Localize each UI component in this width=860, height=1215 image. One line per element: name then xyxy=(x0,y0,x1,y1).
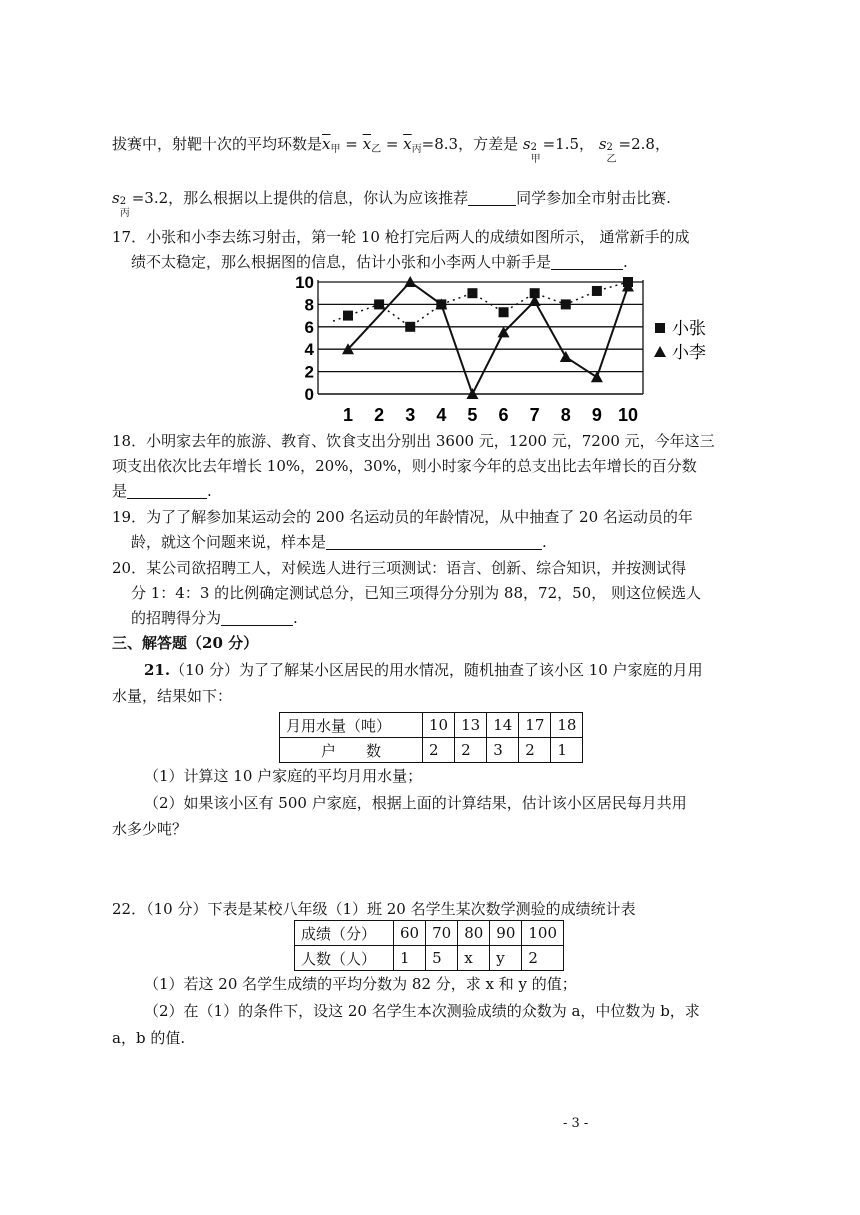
answer-blank-18[interactable] xyxy=(127,482,207,499)
sub-yi: 乙 xyxy=(371,144,382,155)
s-yi-val: =2.8 xyxy=(618,135,655,153)
table-row xyxy=(295,946,564,971)
table-cell: 18 xyxy=(551,713,583,738)
section-3-title: 三、解答题（20 分） xyxy=(112,634,259,652)
table-cell: 17 xyxy=(519,713,551,738)
table-row xyxy=(280,713,583,738)
data-point-xiaoli xyxy=(591,371,603,382)
x-tick-label: 5 xyxy=(467,405,478,425)
sub-s-jia: 甲 xyxy=(530,154,541,165)
q20-end: . xyxy=(293,609,298,627)
q21-part2-line1: （2）如果该小区有 500 户家庭，根据上面的计算结果，估计该小区居民每月共用 xyxy=(144,794,687,812)
comma-1: ， xyxy=(579,135,595,153)
table-cell: 2 xyxy=(455,738,487,763)
comma-2: ， xyxy=(654,135,670,153)
x-tick-label: 1 xyxy=(342,405,354,425)
table-cell: 5 xyxy=(426,946,458,971)
x-tick-label: 6 xyxy=(498,405,509,425)
var-s-yi: s xyxy=(598,135,607,153)
legend-label-xiaoli: 小李 xyxy=(672,343,706,363)
table-cell: 80 xyxy=(458,921,490,946)
legend-marker-xiaoli xyxy=(654,346,666,357)
legend-marker-xiaozhang xyxy=(655,323,665,333)
shooting-scores-chart xyxy=(295,273,718,425)
q19-line1: 19．为了了解参加某运动会的 200 名运动员的年龄情况，从中抽查了 20 名运动员的年 xyxy=(112,508,693,526)
x-tick-label: 3 xyxy=(405,405,416,425)
data-point-xiaozhang xyxy=(592,286,602,296)
q20-text3: 的招聘得分为 xyxy=(131,609,222,627)
q22-part2-line2: a，b 的值. xyxy=(112,1029,186,1047)
table-cell: 13 xyxy=(455,713,487,738)
var-x-bing: $\overline{x}$ xyxy=(403,135,412,153)
y-tick-label: 0 xyxy=(304,385,314,404)
q22-part1: （1）若这 20 名学生成绩的平均分数为 82 分，求 x 和 y 的值； xyxy=(144,975,577,993)
y-tick-label: 10 xyxy=(295,273,314,292)
data-point-xiaozhang xyxy=(374,299,384,309)
q17-line1: 17．小张和小李去练习射击，第一轮 10 枪打完后两人的成绩如图所示， 通常新手的成 xyxy=(112,228,690,246)
x-tick-label: 9 xyxy=(591,405,602,425)
table-cell: 成绩（分） xyxy=(295,921,394,946)
q16-text1: 拔赛中，射靶十次的平均环数是 xyxy=(112,135,323,153)
table-row xyxy=(280,738,583,763)
table-cell: 100 xyxy=(522,921,564,946)
table-cell: 2 xyxy=(522,946,564,971)
eq-mean: =8.3 xyxy=(421,135,459,153)
q18-line3 xyxy=(112,480,212,502)
sub-jia: 甲 xyxy=(330,144,341,155)
q19-end: . xyxy=(542,533,547,551)
legend-label-xiaozhang: 小张 xyxy=(672,319,706,339)
q21-line2: 水量，结果如下： xyxy=(112,687,233,705)
s-jia-val: =1.5 xyxy=(542,135,580,153)
q18-line1: 18．小明家去年的旅游、教育、饮食支出分别出 3600 元，1200 元，7200 元，今年这三 xyxy=(112,432,715,450)
q18-text3: 是 xyxy=(112,482,128,500)
data-point-xiaozhang xyxy=(499,307,509,317)
answer-blank-16[interactable] xyxy=(468,189,516,206)
var-s-bing: s xyxy=(112,189,120,207)
q16-line1: 拔赛中，射靶十次的平均环数是$\overline{x}_甲 = \overline{x}_乙 = \overline{x}_丙=8.3$，方差是 s 2 甲 =1.5， s 2 乙 =2.8， xyxy=(112,133,670,161)
page-number: - 3 - xyxy=(563,1116,589,1131)
sub-s-bing: 丙 xyxy=(119,208,130,219)
x-tick-label: 7 xyxy=(529,405,540,425)
answer-blank-20[interactable] xyxy=(221,609,293,626)
table-cell: 3 xyxy=(487,738,519,763)
y-tick-label: 8 xyxy=(304,295,314,315)
q17-line2 xyxy=(131,251,628,273)
table-cell: 2 xyxy=(423,738,455,763)
data-point-xiaozhang xyxy=(405,322,415,332)
q21-num: 21. xyxy=(144,661,171,679)
sq-jia: 2 xyxy=(530,142,537,153)
table-cell: 10 xyxy=(423,713,455,738)
table-cell: 月用水量（吨） xyxy=(280,713,423,738)
table-cell: 90 xyxy=(490,921,522,946)
table-cell: 60 xyxy=(394,921,426,946)
data-point-xiaozhang xyxy=(467,288,477,298)
q22-line1: 22．（10 分）下表是某校八年级（1）班 20 名学生某次数学测验的成绩统计表 xyxy=(112,900,636,918)
q16-line2 xyxy=(112,187,671,219)
answer-blank-17[interactable] xyxy=(551,253,623,270)
table-row xyxy=(295,921,564,946)
q21-part2-line2: 水多少吨？ xyxy=(112,820,188,838)
q20-line3 xyxy=(131,607,298,629)
x-tick-label: 4 xyxy=(436,405,447,425)
x-tick-label: 8 xyxy=(560,405,571,425)
x-tick-label: 2 xyxy=(374,405,385,425)
x-tick-label: 10 xyxy=(617,405,639,425)
table-cell: x xyxy=(458,946,490,971)
q20-line1: 20．某公司欲招聘工人，对候选人进行三项测试：语言、创新、综合知识，并按测试得 xyxy=(112,559,687,577)
q20-line2: 分 1：4：3 的比例确定测试总分，已知三项得分分别为 88，72，50， 则这位候选人 xyxy=(131,584,701,602)
var-s-jia: s xyxy=(522,135,531,153)
y-tick-label: 4 xyxy=(304,340,314,360)
q16-text4: 同学参加全市射击比赛. xyxy=(516,189,671,207)
table-cell: 2 xyxy=(519,738,551,763)
q21-part1: （1）计算这 10 户家庭的平均月用水量； xyxy=(144,767,423,785)
q19-text2: 龄，就这个问题来说，样本是 xyxy=(131,533,327,551)
q21-line1 xyxy=(144,659,703,681)
q22-part2-line1: （2）在（1）的条件下，设这 20 名学生本次测验成绩的众数为 a，中位数为 b，求 xyxy=(144,1002,700,1020)
q17-end: . xyxy=(623,253,628,271)
var-x-yi: $\overline{x}$ xyxy=(362,135,372,153)
var-x-jia: $\overline{x}$ xyxy=(322,135,331,153)
q18-line2: 项支出依次比去年增长 10%，20%，30%，则小时家今年的总支出比去年增长的百分数 xyxy=(112,457,697,475)
sq-yi: 2 xyxy=(606,142,613,153)
answer-blank-19[interactable] xyxy=(326,533,542,550)
y-tick-label: 6 xyxy=(304,317,314,337)
q21-text1: （10 分）为了了解某小区居民的用水情况，随机抽查了该小区 10 户家庭的月用 xyxy=(170,661,703,679)
table-cell: y xyxy=(490,946,522,971)
data-point-xiaozhang xyxy=(561,299,571,309)
q16-text2: ，方差是 xyxy=(458,135,519,153)
q18-end: . xyxy=(207,482,212,500)
y-tick-label: 2 xyxy=(304,362,314,382)
s-bing-val: =3.2 xyxy=(131,189,169,207)
table-cell: 14 xyxy=(487,713,519,738)
table-cell: 户 数 xyxy=(280,738,423,763)
sub-s-yi: 乙 xyxy=(606,154,617,165)
q21-water-table xyxy=(279,712,583,763)
table-cell: 70 xyxy=(426,921,458,946)
data-point-xiaoli xyxy=(560,351,572,362)
data-point-xiaozhang xyxy=(343,311,353,321)
q16-text3: ，那么根据以上提供的信息，你认为应该推荐 xyxy=(168,189,469,207)
q17-text2: 绩不太稳定，那么根据图的信息，估计小张和小李两人中新手是 xyxy=(131,253,552,271)
series-line-xiaoli xyxy=(348,282,628,394)
table-cell: 1 xyxy=(394,946,426,971)
sq-bing: 2 xyxy=(119,196,127,207)
table-cell: 1 xyxy=(551,738,583,763)
table-cell: 人数（人） xyxy=(295,946,394,971)
sub-bing: 丙 xyxy=(411,144,422,155)
q19-line2 xyxy=(131,531,547,553)
q22-score-table xyxy=(294,920,564,971)
